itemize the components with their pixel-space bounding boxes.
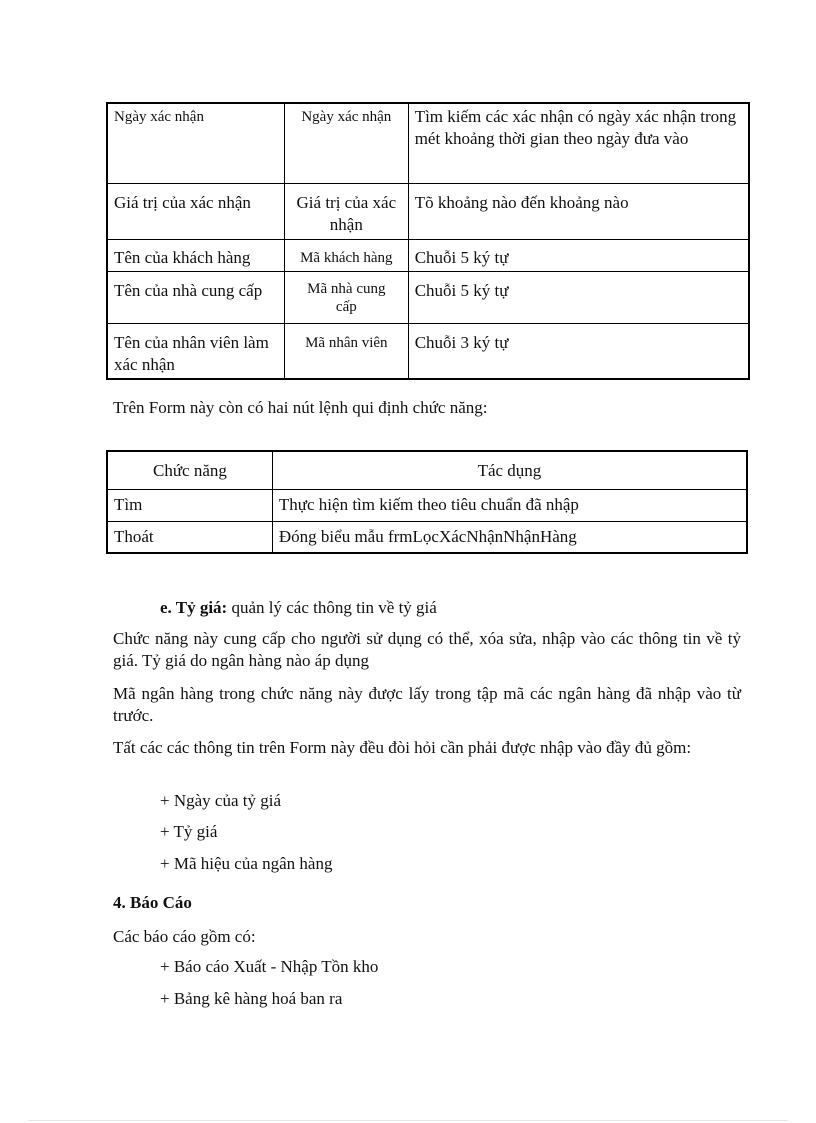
table-row (107, 323, 749, 379)
section-4-title-text: 4. Báo Cáo (113, 893, 192, 912)
criteria-name: Tên của khách hàng (107, 239, 284, 271)
list-item: + Ngày của tỷ giá (160, 791, 281, 810)
paragraph: Tất các các thông tin trên Form này đều đòi hỏi cần phải được nhập vào đầy đủ gồm: (113, 738, 692, 757)
function-name: Thoát (107, 521, 272, 553)
criteria-name: Giá trị của xác nhận (107, 183, 284, 239)
list-item: + Báo cáo Xuất - Nhập Tồn kho (160, 957, 379, 976)
criteria-desc: Chuỗi 3 ký tự (408, 323, 749, 379)
criteria-field: Giá trị của xác nhận (284, 183, 408, 239)
criteria-field: Mã nhà cung cấp (284, 271, 408, 323)
table-row (107, 183, 749, 239)
criteria-desc: Chuỗi 5 ký tự (408, 239, 749, 271)
section-4-intro: Các báo cáo gồm có: (113, 927, 256, 946)
header-effect: Tác dụng (272, 451, 747, 489)
section-e-title-rest: quản lý các thông tin về tỷ giá (227, 598, 437, 617)
function-name: Tìm (107, 489, 272, 521)
table-row (107, 521, 747, 553)
list-item: + Bảng kê hàng hoá ban ra (160, 989, 343, 1008)
table-header-row (107, 451, 747, 489)
table-row (107, 239, 749, 271)
table-row (107, 489, 747, 521)
header-function: Chức năng (107, 451, 272, 489)
criteria-desc: Tìm kiếm các xác nhận có ngày xác nhận trong mét khoảng thời gian theo ngày đưa vào (408, 103, 749, 183)
paragraph: Mã ngân hàng trong chức năng này được lấy trong tập mã các ngân hàng đã nhập vào từ trước. (113, 684, 741, 725)
criteria-field: Mã nhân viên (284, 323, 408, 379)
criteria-desc: Chuỗi 5 ký tự (408, 271, 749, 323)
page-divider (28, 1120, 788, 1121)
section-4-title (113, 892, 192, 914)
criteria-field: Mã khách hàng (284, 239, 408, 271)
criteria-name: Ngày xác nhận (107, 103, 284, 183)
list-item: + Tỷ giá (160, 822, 218, 841)
criteria-name: Tên của nhân viên làm xác nhận (107, 323, 284, 379)
table-row (107, 271, 749, 323)
section-e-heading (160, 597, 437, 619)
criteria-desc: Tõ khoảng nào đến khoảng nào (408, 183, 749, 239)
criteria-field: Ngày xác nhận (284, 103, 408, 183)
criteria-name: Tên của nhà cung cấp (107, 271, 284, 323)
function-effect: Đóng biểu mẫu frmLọcXácNhậnNhậnHàng (272, 521, 747, 553)
list-item: + Mã hiệu của ngân hàng (160, 854, 333, 873)
table-row (107, 103, 749, 183)
function-effect: Thực hiện tìm kiếm theo tiêu chuẩn đã nhập (272, 489, 747, 521)
section-e-title: e. Tỷ giá: (160, 598, 228, 617)
search-criteria-table (106, 102, 750, 380)
buttons-intro: Trên Form này còn có hai nút lệnh qui định chức năng: (113, 398, 488, 417)
buttons-table (106, 450, 748, 554)
paragraph: Chức năng này cung cấp cho người sử dụng có thể, xóa sửa, nhập vào các thông tin về tỷ giá. Tỷ giá do ngân hàng nào áp dụng (113, 629, 741, 670)
